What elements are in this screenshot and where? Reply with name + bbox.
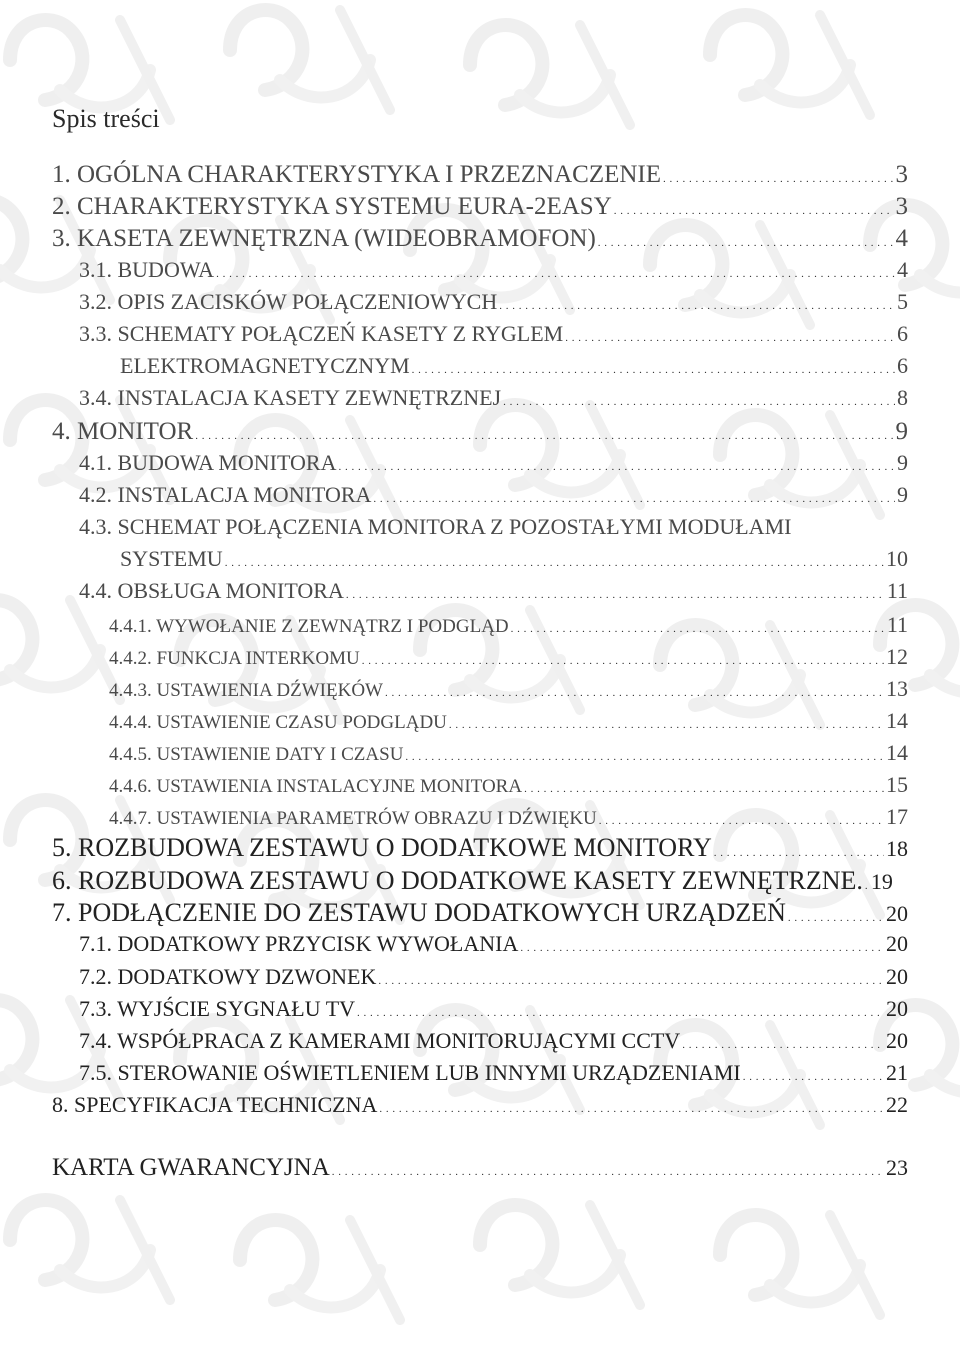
toc-entry-label: 1. OGÓLNA CHARAKTERYSTYKA I PRZEZNACZENIE [52,161,662,188]
toc-entry-page: 18 [886,836,908,861]
toc-entry-page: 9 [897,450,908,475]
toc-entry-label: 3.4. INSTALACJA KASETY ZEWNĘTRZNEJ [79,385,502,410]
leader-dots [362,656,884,667]
leader-dots [682,1040,884,1051]
toc-entry[interactable] [109,742,908,764]
toc-entry-label: 6. ROZBUDOWA ZESTAWU O DODATKOWE KASETY ZEWNĘTRZNE. [52,866,863,895]
toc-entry[interactable] [109,646,908,668]
leader-dots [663,174,893,185]
toc-entry-page: 9 [895,418,908,445]
leader-dots [346,590,885,601]
leader-dots [449,720,884,731]
toc-entry[interactable] [52,835,908,861]
toc-entry[interactable] [109,806,908,828]
toc-entry-label: 7.5. STEROWANIE OŚWIETLENIEM LUB INNYMI URZĄDZENIAMI [79,1060,741,1085]
leader-dots [379,1104,884,1115]
toc-entry-label: 7. PODŁĄCZENIE DO ZESTAWU DODATKOWYCH URZĄDZEŃ [52,898,786,927]
toc-entry-page: 10 [886,546,908,571]
toc-entry-page: 14 [886,740,908,765]
toc-entry-label[interactable]: 4.3. SCHEMAT POŁĄCZENIA MONITORA Z POZOSTAŁYMI MODUŁAMI [79,514,792,539]
toc-entry-page: 15 [886,772,908,797]
toc-entry-page: 20 [886,931,908,956]
toc-entry-label: 4.4.6. USTAWIENIA INSTALACYJNE MONITORA [109,776,523,797]
toc-entry-page: 21 [886,1060,908,1085]
toc-entry-label: 8. SPECYFIKACJA TECHNICZNA [52,1092,378,1117]
leader-dots [565,333,895,344]
leader-dots [520,943,884,954]
leader-dots [743,1072,884,1083]
leader-dots [599,816,884,827]
toc-entry-label: 4.1. BUDOWA MONITORA [79,450,337,475]
toc-entry-label: 4.2. INSTALACJA MONITORA [79,482,372,507]
toc-entry-label: 3.1. BUDOWA [79,257,215,282]
toc-entry[interactable] [79,580,908,602]
toc-entry-page: 4 [895,225,908,252]
toc-entry-page: 11 [886,578,908,603]
toc-entry-label: ELEKTROMAGNETYCZNYM [120,353,410,378]
leader-dots [216,269,895,280]
toc-entry[interactable] [79,484,908,506]
leader-dots [332,1167,884,1178]
toc-entry-page: 6 [897,321,908,346]
leader-dots [405,752,884,763]
toc-entry-label: 4.4.2. FUNKCJA INTERKOMU [109,648,360,669]
toc-entry[interactable] [79,387,908,409]
toc-entry-label: 4.4.4. USTAWIENIE CZASU PODGLĄDU [109,712,447,733]
toc-entry-page: 19 [870,869,893,894]
toc-entry-label: SYSTEMU [120,546,223,571]
toc-entry[interactable] [79,1062,908,1084]
leader-dots [499,301,895,312]
toc-entry-page: 14 [886,708,908,733]
leader-dots [412,365,895,376]
toc-entry-label: 4.4. OBSŁUGA MONITORA [79,578,344,603]
toc-entry-label: 4.4.5. USTAWIENIE DATY I CZASU [109,744,404,765]
toc-entry-page: 20 [886,964,908,989]
toc-entry[interactable] [52,419,908,444]
page-title: Spis treści [52,104,160,133]
toc-entry[interactable] [52,1155,908,1180]
leader-dots [378,976,884,987]
leader-dots [511,624,885,635]
toc-entry[interactable] [79,933,908,955]
toc-entry-label: 4.4.1. WYWOŁANIE Z ZEWNĄTRZ I PODGLĄD [109,616,509,637]
toc-entry[interactable] [79,291,908,313]
toc-entry-page: 8 [897,385,908,410]
toc-entry-page: 6 [897,353,908,378]
toc-entry-label: 7.1. DODATKOWY PRZYCISK WYWOŁANIA [79,931,519,956]
toc-entry-page: 20 [886,996,908,1021]
toc-entry-page: 12 [886,644,908,669]
toc-entry-page: 3 [895,161,908,188]
toc-entry[interactable] [79,452,908,474]
toc-entry[interactable] [52,226,908,251]
toc-entry[interactable] [52,162,908,187]
toc-entry[interactable] [109,614,908,636]
toc-entry-label: 2. CHARAKTERYSTYKA SYSTEMU EURA-2EASY [52,193,612,220]
leader-dots [373,494,895,505]
toc-entry-label: KARTA GWARANCYJNA [52,1154,330,1181]
toc-entry-label: 4.4.7. USTAWIENIA PARAMETRÓW OBRAZU I DŹWIĘKU [109,808,597,829]
toc-entry-label: 4. MONITOR [52,418,194,445]
toc-entry-page: 9 [897,482,908,507]
toc-entry[interactable] [79,259,908,281]
leader-dots [714,848,884,859]
leader-dots [195,431,893,442]
toc-entry-page: 3 [895,193,908,220]
toc-entry-label: 7.3. WYJŚCIE SYGNAŁU TV [79,996,356,1021]
leader-dots [614,206,894,217]
toc-entry[interactable] [109,710,908,732]
leader-dots [865,881,869,892]
toc-entry-page: 4 [897,257,908,282]
toc-entry[interactable] [79,1030,908,1052]
toc-entry[interactable] [52,1094,908,1116]
toc-entry-label: 3.3. SCHEMATY POŁĄCZEŃ KASETY Z RYGLEM [79,321,564,346]
toc-entry-label: 7.4. WSPÓŁPRACA Z KAMERAMI MONITORUJĄCYMI CCTV [79,1028,681,1053]
toc-entry-label: 3. KASETA ZEWNĘTRZNA (WIDEOBRAMOFON) [52,225,596,252]
toc-entry-label: 7.2. DODATKOWY DZWONEK [79,964,377,989]
toc-entry[interactable] [79,966,908,988]
toc-entry[interactable] [52,868,908,894]
toc-entry[interactable] [52,900,908,926]
leader-dots [524,784,884,795]
toc-entry[interactable] [120,548,908,570]
toc-entry-page: 13 [886,676,908,701]
toc-entry[interactable] [79,998,908,1020]
toc-entry-label: 5. ROZBUDOWA ZESTAWU O DODATKOWE MONITORY [52,833,712,862]
toc-entry-label: 4.4.3. USTAWIENIA DŹWIĘKÓW [109,680,383,701]
leader-dots [503,397,895,408]
toc-entry-page: 20 [886,1028,908,1053]
leader-dots [598,238,894,249]
toc-entry-page: 17 [886,804,908,829]
toc-entry[interactable] [120,355,908,377]
toc-entry-page: 11 [886,612,908,637]
leader-dots [788,913,884,924]
toc-entry-page: 5 [897,289,908,314]
leader-dots [339,462,896,473]
toc-entry[interactable] [52,194,908,219]
leader-dots [357,1008,884,1019]
toc-entry-label: 3.2. OPIS ZACISKÓW POŁĄCZENIOWYCH [79,289,498,314]
leader-dots [385,688,884,699]
toc-entry[interactable] [109,774,908,796]
toc-entry[interactable] [109,678,908,700]
toc-entry-page: 20 [886,901,908,926]
toc-entry[interactable] [79,323,908,345]
toc-entry-page: 22 [886,1092,908,1117]
leader-dots [225,558,884,569]
toc-entry-page: 23 [886,1155,908,1180]
